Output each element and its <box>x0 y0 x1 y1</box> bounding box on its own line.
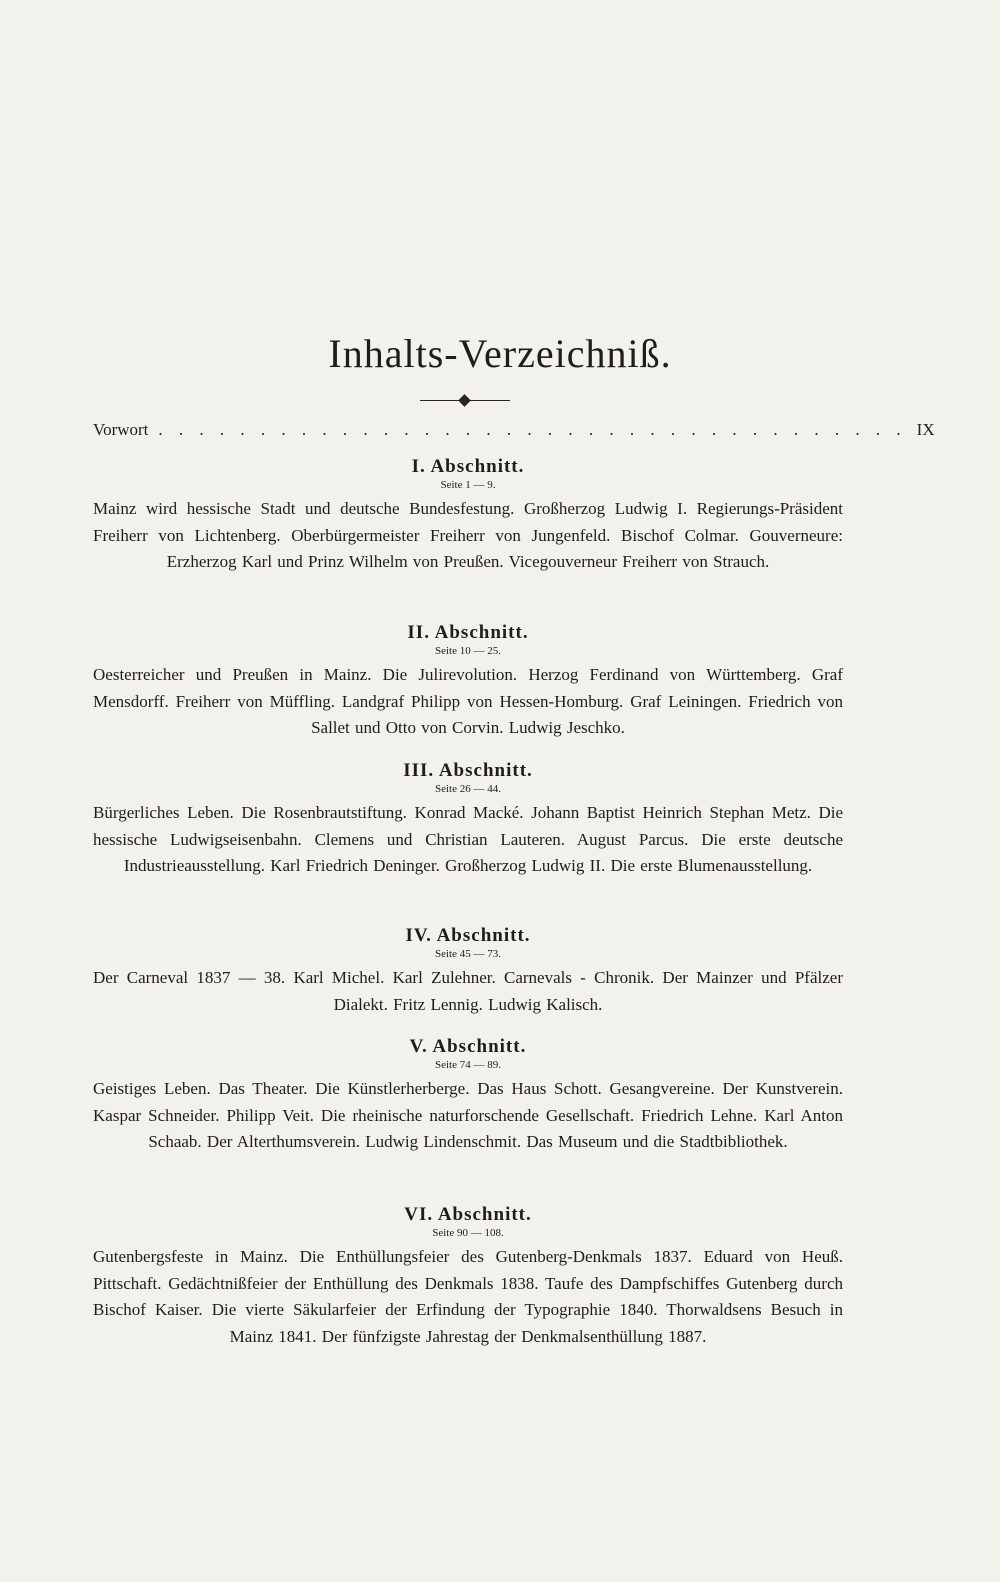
section-pages: Seite 26 — 44. <box>435 783 501 795</box>
section-text: Der Carneval 1837 — 38. Karl Michel. Karl Zulehner. Carnevals - Chronik. Der Mainzer und Pfälzer Dialekt. Fritz Lennig. Ludwig Kalisch. <box>93 968 843 1014</box>
section-text: Oesterreicher und Preußen in Mainz. Die Julirevolution. Herzog Ferdinand von Württemberg. Graf Mensdorff. Freiherr von Müffling. Landgraf Philipp von Hessen-Homburg. Graf Leiningen. Friedrich von Sallet und Otto von Corvin. Ludwig Jeschko. <box>93 665 843 737</box>
section-4 <box>93 925 843 1018</box>
section-pages: Seite 74 — 89. <box>435 1059 501 1071</box>
section-heading: IV. Abschnitt. <box>405 925 531 946</box>
section-text: Gutenbergsfeste in Mainz. Die Enthüllungsfeier des Gutenberg-Denkmals 1837. Eduard von Heuß. Pittschaft. Gedächtnißfeier der Enthüllung des Denkmals 1838. Taufe des Dampfschiffes Gutenberg durch Bischof Kaiser. Die vierte Säkularfeier der Erfindung der Typographie 1840. Thorwaldsens Besuch in Mainz 1841. Der fünfzigste Jahrestag der Denkmalsenthüllung 1887. <box>93 1247 843 1346</box>
section-5 <box>93 1036 843 1156</box>
section-text: Bürgerliches Leben. Die Rosenbrautstiftung. Konrad Macké. Johann Baptist Heinrich Stephan Metz. Die hessische Ludwigseisenbahn. Clemens und Christian Lauteren. August Parcus. Die erste deutsche Industrieausstellung. Karl Friedrich Deninger. Großherzog Ludwig II. Die erste Blumenausstellung. <box>93 803 843 875</box>
section-6 <box>93 1204 843 1350</box>
section-pages: Seite 90 — 108. <box>432 1227 504 1239</box>
section-3 <box>93 760 843 880</box>
section-heading: II. Abschnitt. <box>407 622 529 643</box>
preface-label: Vorwort <box>93 420 149 439</box>
section-text: Mainz wird hessische Stadt und deutsche Bundesfestung. Großherzog Ludwig I. Regierungs-Präsident Freiherr von Lichtenberg. Oberbürgermeister Freiherr von Jungenfeld. Bischof Colmar. Gouverneure: Erzherzog Karl und Prinz Wilhelm von Preußen. Vicegouverneur Freiherr von Strauch. <box>93 499 843 571</box>
ornament-diamond-icon <box>458 394 471 407</box>
preface-entry <box>93 420 935 440</box>
section-pages: Seite 1 — 9. <box>440 479 496 491</box>
preface-page: IX <box>916 420 935 439</box>
section-heading: III. Abschnitt. <box>403 760 533 781</box>
section-heading: I. Abschnitt. <box>411 456 525 477</box>
leader-dots: . . . . . . . . . . . . . . . . . . . . . . . . . . . . . . . . . . . . . <box>158 420 907 439</box>
section-2 <box>93 622 843 742</box>
section-pages: Seite 10 — 25. <box>435 645 501 657</box>
section-text: Geistiges Leben. Das Theater. Die Künstlerherberge. Das Haus Schott. Gesangvereine. Der Kunstverein. Kaspar Schneider. Philipp Veit. Die rheinische naturforschende Gesellschaft. Friedrich Lehne. Karl Anton Schaab. Der Alterthumsverein. Ludwig Lindenschmit. Das Museum und die Stadtbibliothek. <box>93 1079 843 1151</box>
section-pages: Seite 45 — 73. <box>435 948 501 960</box>
page-title: Inhalts-Verzeichniß. <box>328 331 672 376</box>
title-ornament <box>420 396 510 406</box>
section-heading: V. Abschnitt. <box>409 1036 527 1057</box>
section-1 <box>93 456 843 576</box>
section-heading: VI. Abschnitt. <box>404 1204 532 1225</box>
